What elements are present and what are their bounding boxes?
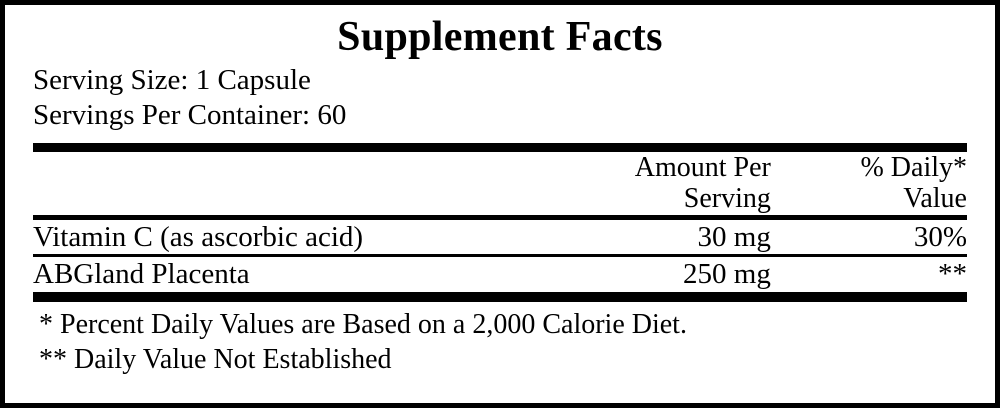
nutrient-name: Vitamin C (as ascorbic acid) [33,220,364,253]
nutrient-rows-table-2 [33,257,967,292]
nutrient-name: ABGland Placenta [33,258,250,291]
footnote-not-established: ** Daily Value Not Established [39,343,392,375]
nutrient-daily-value: 30% [913,220,967,253]
nutrient-amount: 30 mg [697,220,771,253]
servings-per-container-text: Servings Per Container: 60 [33,99,347,132]
table-row [33,257,967,292]
header-amount-line1: Amount Per [634,151,771,183]
serving-size-text: Serving Size: 1 Capsule [33,64,311,97]
nutrient-daily-value: ** [938,258,967,291]
table-header-row [33,152,967,215]
nutrition-table [33,152,967,215]
supplement-facts-content [5,5,995,403]
header-amount-line2: Serving [683,183,771,215]
nutrient-rows-table [33,220,967,255]
header-daily-value [771,152,967,215]
header-nutrient-column [33,152,537,215]
divider-footnotes [33,292,967,302]
page-title: Supplement Facts [337,14,663,60]
header-dv-line1: % Daily* [860,151,967,183]
header-amount-per-serving [537,152,771,215]
divider-top [33,143,967,152]
footnote-daily-values: * Percent Daily Values are Based on a 2,000 Calorie Diet. [39,309,687,341]
table-row [33,220,967,255]
nutrient-amount: 250 mg [683,258,771,291]
footnotes [33,302,967,377]
header-dv-line2: Value [903,183,967,215]
